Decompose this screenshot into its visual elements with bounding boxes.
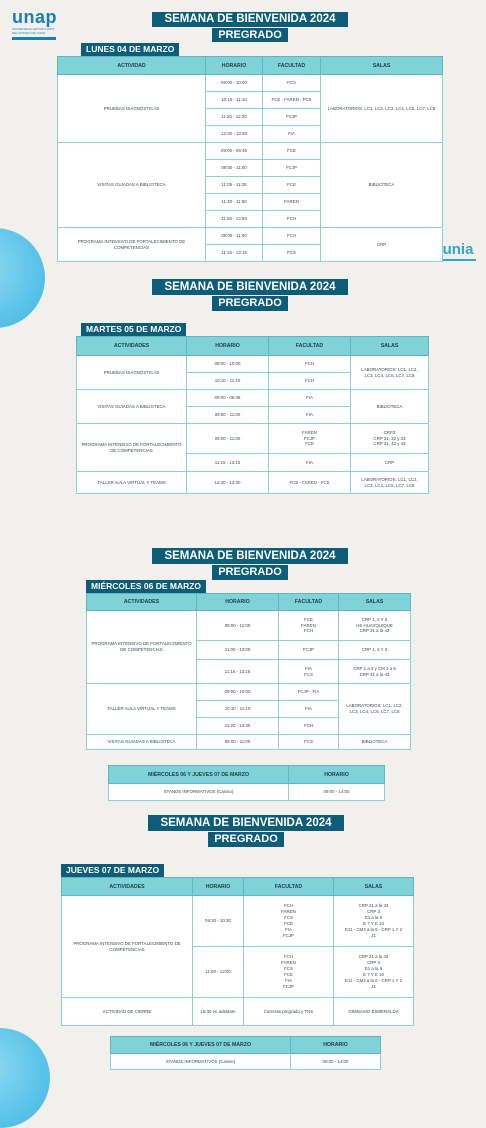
day-label-wednesday: MIÉRCOLES 06 DE MARZO: [86, 580, 206, 593]
table-row: [109, 784, 385, 801]
faculty-cell: FCH FAREN FCS FCE FIA FCJP: [244, 947, 334, 998]
day-label-tuesday: MARTES 05 DE MARZO: [81, 323, 186, 336]
schedule-cell: 11:15 - 13:15: [197, 660, 279, 684]
rooms-cell: LABORATORIOS: LC1, LC2, LC3, LC4, LC6, LC7, LC8: [321, 75, 443, 143]
header-activity: ACTIVIDADES: [77, 337, 187, 356]
schedule-cell: 11:00 - 13:00: [193, 947, 244, 998]
rooms-cell: CRP 1, 2 Y 3 HS HUAYQUIQUE CRP 31 a la 43: [339, 611, 411, 641]
activity-cell: PROGRAMA INTENSIVO DE FORTALECIMIENTO DE COMPETENCIAS: [87, 611, 197, 684]
header-activity: ACTIVIDADES: [62, 878, 193, 896]
activity-cell: PROGRAMA INTENSIVO DE FORTALECIMIENTO DE COMPETENCIAS: [77, 424, 187, 472]
faculty-cell: FCJP - FIA: [279, 684, 339, 701]
header-faculty: FACULTAD: [244, 878, 334, 896]
header-schedule: HORARIO: [197, 594, 279, 611]
faculty-cell: FCH: [263, 211, 321, 228]
faculty-cell: FCJP: [279, 641, 339, 660]
activity-cell: PRUEBAS DIAGNÓSTICAS: [58, 75, 206, 143]
schedule-cell: 09:00 - 10:00: [187, 356, 269, 373]
activity-cell: TALLER AULA VIRTUAL Y TEAMS: [87, 684, 197, 735]
table-row: [111, 1054, 381, 1070]
faculty-cell: FCE - FAREN - FCS: [263, 92, 321, 109]
activity-cell: PRUEBAS DIAGNÓSTICAS: [77, 356, 187, 390]
banner-subtitle-2-text: PREGRADO: [218, 297, 282, 309]
unap-logo-subtitle-1: UNIVERSIDAD ARTURO PRAT: [12, 27, 55, 31]
schedule-cell: 09:00 - 09:45: [187, 390, 269, 407]
unia-logo-wordmark: unia: [442, 241, 474, 258]
header-rooms: SALAS: [321, 57, 443, 75]
unap-logo-stripe: [12, 37, 56, 40]
faculty-cell: FCH: [269, 356, 351, 373]
rooms-cell: LABORATORIOS: LC1, LC2, LC3, LC4, LC6, LC7, LC8: [351, 472, 429, 494]
rooms-cell: GIMNASIO ESMERALDA: [334, 998, 414, 1026]
schedule-table-thursday: [61, 877, 414, 1026]
table-row: [77, 472, 429, 494]
activity-cell: PROGRAMA INTENSIVO DE FORTALECIMIENTO DE COMPETENCIAS: [58, 228, 206, 262]
unia-logo: [438, 242, 478, 266]
schedule-table-tuesday: [76, 336, 429, 494]
rooms-cell: LABORATORIOS: LC1, LC2, LC3, LC4, LC6, LC7, LC8: [351, 356, 429, 390]
schedule-cell: 11:55 - 13:55: [206, 211, 263, 228]
header-activity: ACTIVIDAD: [58, 57, 206, 75]
schedule-table-wednesday: [86, 593, 411, 750]
schedule-cell: 11:05 - 11:25: [206, 177, 263, 194]
schedule-cell: 10:10 - 11:10: [197, 701, 279, 718]
banner-subtitle-3: [212, 565, 288, 580]
faculty-cell: FIA: [279, 701, 339, 718]
schedule-cell: 11:00 - 13:00: [197, 641, 279, 660]
stands-table-wednesday: [108, 765, 385, 801]
decorative-circle-bottom: [0, 1028, 50, 1128]
table-row: [58, 75, 443, 92]
header-rooms: SALAS: [339, 594, 411, 611]
table-row: [77, 356, 429, 373]
rooms-cell: CRP: [351, 454, 429, 472]
header-stands-dates: MIÉRCOLES 06 Y JUEVES 07 DE MARZO: [111, 1037, 291, 1054]
faculty-cell: FCH: [263, 228, 321, 245]
faculty-cell: FCS: [263, 75, 321, 92]
banner-subtitle-2: [212, 296, 288, 311]
schedule-cell: 09:00 - 10:00: [197, 684, 279, 701]
schedule-cell: 11:30 - 11:50: [206, 194, 263, 211]
schedule-cell: 09:00 - 11:00: [197, 611, 279, 641]
schedule-cell: 12:30 - 13:30: [187, 472, 269, 494]
schedule-cell: 09:00 - 11:00: [187, 424, 269, 454]
faculty-cell: FIA: [269, 454, 351, 472]
rooms-cell: CRP: [321, 228, 443, 262]
banner-subtitle-4-text: PREGRADO: [214, 833, 278, 845]
schedule-cell: 09:30 - 10:30: [193, 896, 244, 947]
table-row: [62, 896, 414, 947]
activity-cell: VISITAS GUIADAS A BIBLIOTECA: [77, 390, 187, 424]
header-schedule: HORARIO: [289, 766, 385, 784]
unap-logo-subtitle-2: DEL ESTADO DE CHILE: [12, 31, 46, 35]
schedule-cell: 10:10 - 11:10: [206, 92, 263, 109]
table-row: [58, 228, 443, 245]
banner-title-1: [152, 12, 348, 27]
banner-subtitle-3-text: PREGRADO: [218, 566, 282, 578]
schedule-cell: 09:50 - 11:00: [206, 160, 263, 177]
schedule-cell: 09:00 - 09:45: [206, 143, 263, 160]
schedule-cell: 11:15 - 13:15: [187, 454, 269, 472]
activity-cell: VISITAS GUIADAS A BIBLIOTECA: [58, 143, 206, 228]
faculty-cell: FIA: [269, 407, 351, 424]
faculty-cell: FAREN FCJP FCE: [269, 424, 351, 454]
faculty-cell: FCE - FAREN - FCS: [269, 472, 351, 494]
decorative-circle-left: [0, 228, 45, 328]
faculty-cell: FCE FAREN FCH: [279, 611, 339, 641]
faculty-cell: FCS: [263, 245, 321, 262]
rooms-cell: CRP 1 a 3 y CM 3 a 6 CRP 31 a la 43: [339, 660, 411, 684]
faculty-cell: FCH FAREN FCS FCE FIA FCJP: [244, 896, 334, 947]
activity-cell: TALLER AULA VIRTUAL Y TEAMS: [77, 472, 187, 494]
banner-subtitle-1-text: PREGRADO: [218, 29, 282, 41]
header-schedule: HORARIO: [193, 878, 244, 896]
schedule-cell: 09:00 - 11:00: [197, 735, 279, 750]
banner-title-4: [148, 815, 344, 831]
activity-cell: PROGRAMA INTENSIVO DE FORTALECIMIENTO DE COMPETENCIAS: [62, 896, 193, 998]
day-label-monday: LUNES 04 DE MARZO: [81, 43, 179, 56]
banner-subtitle-4: [208, 832, 284, 847]
banner-title-2: [152, 279, 348, 295]
schedule-cell: 11:20 - 13:30: [197, 718, 279, 735]
stands-cell: STANDS INFORMATIVOS (Casino): [111, 1054, 291, 1070]
faculty-cell: FCJP: [263, 160, 321, 177]
header-schedule: HORARIO: [187, 337, 269, 356]
table-row: [77, 424, 429, 454]
table-row: [87, 611, 411, 641]
faculty-cell: FCJP: [263, 109, 321, 126]
header-activity: ACTIVIDADES: [87, 594, 197, 611]
banner-title-1-text: SEMANA DE BIENVENIDA 2024: [164, 13, 336, 25]
rooms-cell: CRP 1, 2 Y 3: [339, 641, 411, 660]
schedule-cell: 09:00 - 11:00: [206, 228, 263, 245]
banner-title-4-text: SEMANA DE BIENVENIDA 2024: [160, 817, 332, 829]
schedule-cell: 09:50 - 11:00: [187, 407, 269, 424]
schedule-cell: 16:30 en adelante: [193, 998, 244, 1026]
faculty-cell: FAREN: [263, 194, 321, 211]
rooms-cell: BIBLIOTECA: [351, 390, 429, 424]
rooms-cell: BIBLIOTECA: [339, 735, 411, 750]
schedule-cell: 09:00 - 10:00: [206, 75, 263, 92]
schedule-cell: 10:10 - 11:10: [187, 373, 269, 390]
faculty-cell: FIA: [263, 126, 321, 143]
faculty-cell: FCE: [263, 143, 321, 160]
rooms-cell: CRP 31 a la 43 CRP 3 E1 a la 6 E 7 Y E 10 E11 - CM3 a la 6 - CRP 1 Y 2 J1: [334, 947, 414, 998]
unia-logo-stripe: [438, 259, 476, 261]
header-rooms: SALAS: [351, 337, 429, 356]
header-rooms: SALAS: [334, 878, 414, 896]
schedule-cell: 12:30 - 13:30: [206, 126, 263, 143]
schedule-cell: 09:00 - 14:00: [291, 1054, 381, 1070]
header-faculty: FACULTAD: [263, 57, 321, 75]
rooms-cell: LABORATORIOS: LC1, LC2, LC3, LC4, LC6, LC7, LC8: [339, 684, 411, 735]
schedule-cell: 11:20 - 12:20: [206, 109, 263, 126]
rooms-cell: CRP3 CRP 31, 32 y 33 CRP 41, 42 y 43: [351, 424, 429, 454]
unap-logo-wordmark: unap: [12, 7, 57, 27]
table-row: [87, 735, 411, 750]
stands-cell: STANDS INFORMATIVOS (Casino): [109, 784, 289, 801]
table-row: [62, 998, 414, 1026]
faculty-cell: FCS: [279, 735, 339, 750]
table-row: [77, 390, 429, 407]
schedule-cell: 09:00 - 14:00: [289, 784, 385, 801]
header-schedule: HORARIO: [206, 57, 263, 75]
header-schedule: HORARIO: [291, 1037, 381, 1054]
activity-cell: VISITAS GUIADAS A BIBLIOTECA: [87, 735, 197, 750]
banner-title-3-text: SEMANA DE BIENVENIDA 2024: [164, 550, 336, 562]
table-row: [58, 143, 443, 160]
header-faculty: FACULTAD: [279, 594, 339, 611]
faculty-cell: FCE: [263, 177, 321, 194]
banner-title-3: [152, 548, 348, 564]
rooms-cell: BIBLIOTECA: [321, 143, 443, 228]
faculty-cell: FIA FCS: [279, 660, 339, 684]
schedule-cell: 11:15 - 13:15: [206, 245, 263, 262]
table-row: [87, 684, 411, 701]
schedule-table-monday: [57, 56, 443, 262]
stands-table-thursday: [110, 1036, 381, 1070]
faculty-cell: Carreras pregrado y TNS: [244, 998, 334, 1026]
header-faculty: FACULTAD: [269, 337, 351, 356]
rooms-cell: CRP 31 a la 43 CRP 3 E1 a la 6 E 7 Y E 10 E11 - CM3 a la 6 - CRP 1 Y 2 J1: [334, 896, 414, 947]
faculty-cell: FIA: [269, 390, 351, 407]
header-stands-dates: MIÉRCOLES 06 Y JUEVES 07 DE MARZO: [109, 766, 289, 784]
day-label-thursday: JUEVES 07 DE MARZO: [61, 864, 164, 877]
faculty-cell: FCH: [269, 373, 351, 390]
faculty-cell: FCH: [279, 718, 339, 735]
banner-subtitle-1: [212, 28, 288, 42]
unap-logo: [12, 8, 70, 44]
banner-title-2-text: SEMANA DE BIENVENIDA 2024: [164, 281, 336, 293]
activity-cell: ACTIVIDAD DE CIERRE: [62, 998, 193, 1026]
